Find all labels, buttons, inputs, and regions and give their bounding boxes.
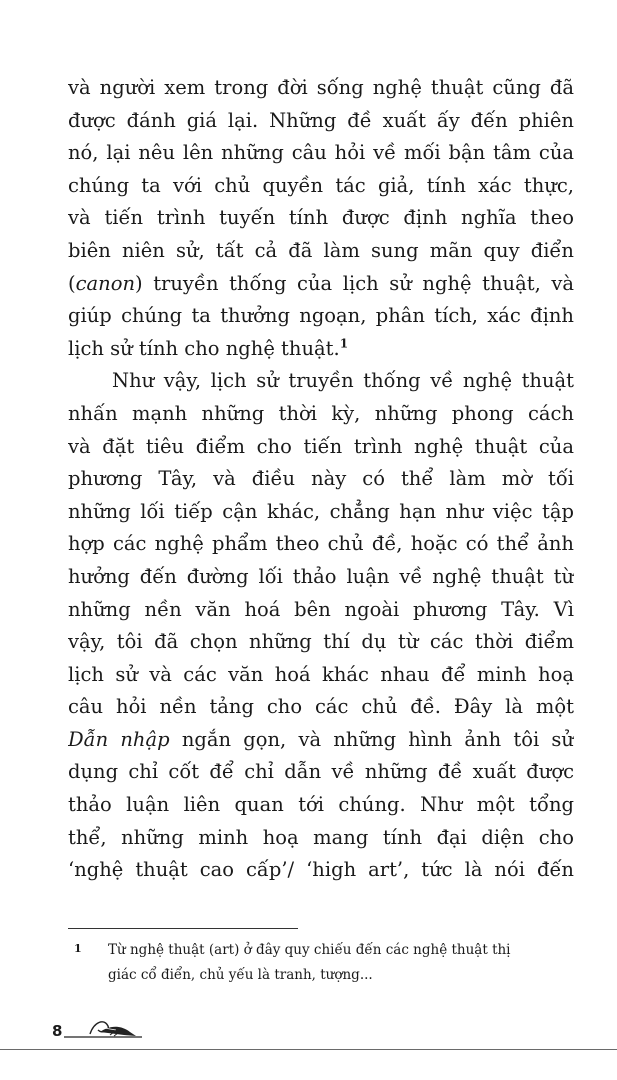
body-text	[68, 72, 574, 887]
body-line: và đặt tiêu điểm cho tiến trình nghệ thuật của	[68, 434, 574, 458]
page-footer	[52, 1012, 142, 1040]
body-line: chúng ta với chủ quyền tác giả, tính xác thực,	[68, 173, 574, 197]
body-line	[68, 268, 574, 301]
body-line: giúp chúng ta thưởng ngoạn, phân tích, xác định	[68, 304, 574, 328]
line-text: lịch sử tính cho nghệ thuật.	[68, 336, 340, 360]
footnote-line: Từ nghệ thuật (art) ở đây quy chiếu đến các nghệ thuật thị	[108, 942, 511, 958]
body-line: phương Tây, và điều này có thể làm mờ tối	[68, 467, 574, 491]
line-suffix: ngắn gọn, và những hình ảnh tôi sử	[169, 727, 574, 751]
italic-term: Dẫn nhập	[68, 727, 170, 751]
body-line: câu hỏi nền tảng cho các chủ đề. Đây là một	[68, 695, 574, 719]
footnote	[74, 938, 594, 988]
body-line: hưởng đến đường lối thảo luận về nghệ thuật từ	[68, 564, 574, 588]
body-line: ‘nghệ thuật cao cấp’/ ‘high art’, tức là nói đến	[68, 858, 574, 882]
page-bottom-edge	[0, 1049, 617, 1050]
body-line: thể, những minh hoạ mang tính đại diện cho	[68, 825, 574, 849]
italic-term: canon	[75, 271, 136, 295]
body-line: được đánh giá lại. Những đề xuất ấy đến phiên	[68, 108, 574, 132]
footnote-marker: 1	[74, 942, 82, 955]
footnote-ref[interactable]: 1	[339, 336, 349, 351]
body-line: vậy, tôi đã chọn những thí dụ từ các thời điểm	[68, 630, 574, 654]
body-line	[68, 333, 574, 366]
line-prefix: (	[68, 271, 76, 295]
body-line	[68, 724, 574, 757]
body-line: nhấn mạnh những thời kỳ, những phong cách	[68, 401, 574, 425]
body-line: hợp các nghệ phẩm theo chủ đề, hoặc có thể ảnh	[68, 532, 574, 556]
body-line: thảo luận liên quan tới chúng. Như một tổng	[68, 793, 574, 817]
body-line: những lối tiếp cận khác, chẳng hạn như việc tập	[68, 499, 574, 523]
footnote-line: giác cổ điển, chủ yếu là tranh, tượng...	[108, 967, 373, 983]
paragraph-start-line: Như vậy, lịch sử truyền thống về nghệ thuật	[112, 369, 574, 393]
page-number: 8	[52, 1022, 63, 1040]
body-line: lịch sử và các văn hoá khác nhau để minh hoạ	[68, 662, 574, 686]
body-line: những nền văn hoá bên ngoài phương Tây. Vì	[68, 597, 574, 621]
body-line: biên niên sử, tất cả đã làm sung mãn quy điển	[68, 238, 574, 262]
body-line: nó, lại nêu lên những câu hỏi về mối bận tâm của	[68, 141, 574, 165]
body-line: và người xem trong đời sống nghệ thuật cũng đã	[68, 76, 574, 99]
footnote-divider	[68, 928, 298, 929]
line-suffix: ) truyền thống của lịch sử nghệ thuật, và	[135, 271, 574, 295]
body-line: dụng chỉ cốt để chỉ dẫn về những đề xuất được	[68, 760, 574, 784]
body-line: và tiến trình tuyến tính được định nghĩa theo	[68, 206, 574, 230]
pen-flourish-icon	[64, 1012, 142, 1040]
